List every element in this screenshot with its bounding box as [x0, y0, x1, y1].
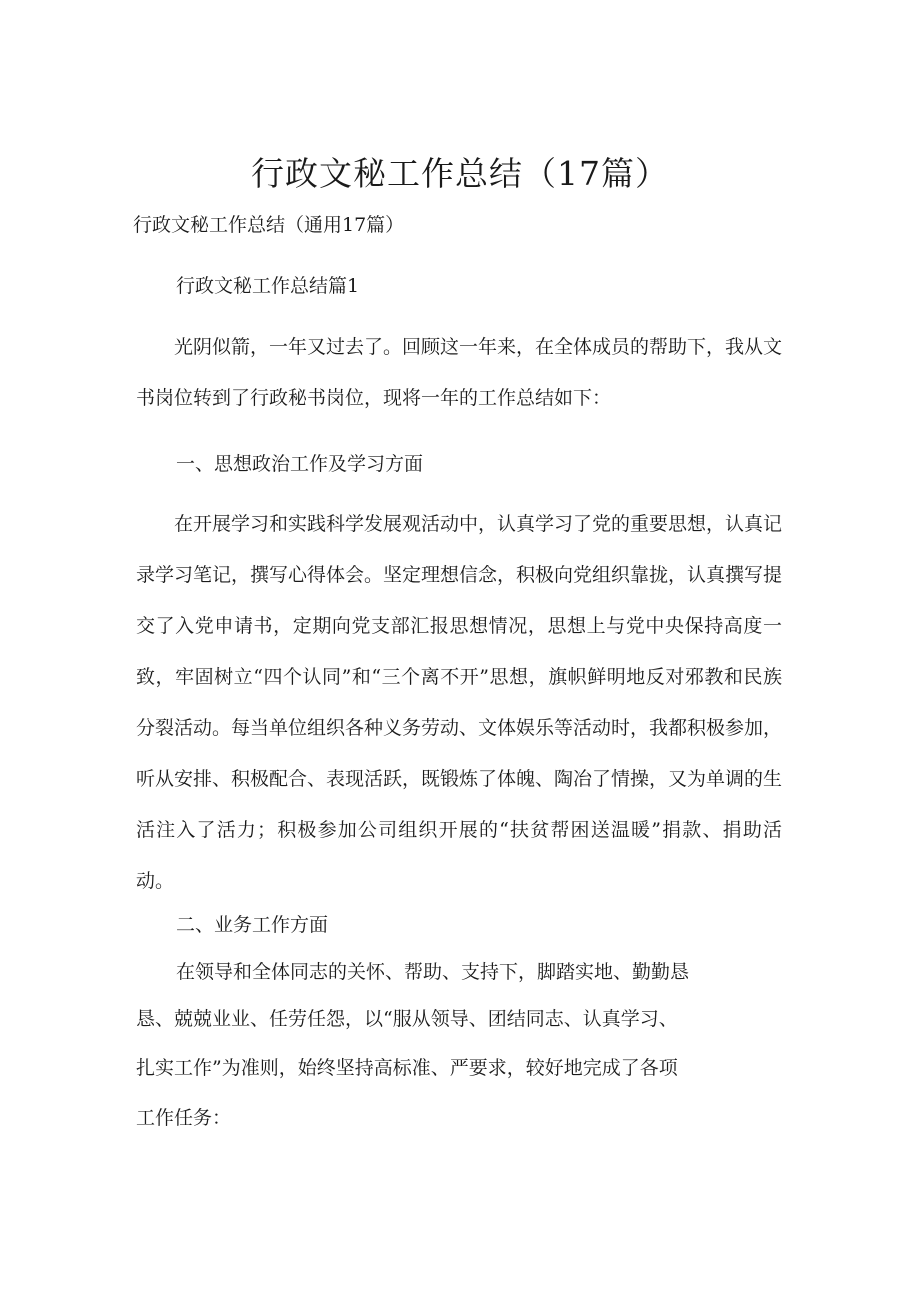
- section-heading: 行政文秘工作总结篇1: [176, 275, 360, 297]
- heading-business-work: 二、业务工作方面: [176, 914, 329, 936]
- business-paragraph-line: 扎实工作”为准则，始终坚持高标准、严要求，较好地完成了各项: [136, 1057, 678, 1079]
- political-study-paragraph: 在开展学习和实践科学发展观活动中，认真学习了党的重要思想，认真记录学习笔记，撰写心得体会。坚定理想信念，积极向党组织靠拢，认真撰写提交了入党申请书，定期向党支部汇报思想情况，思想上与党中央保持高度一致，牢固树立“四个认同”和“三个离不开”思想，旗帜鲜明地反对邪教和民族分裂活动。每当单位组织各种义务劳动、文体娱乐等活动时，我都积极参加，听从安排、积极配合、表现活跃，既锻炼了体魄、陶冶了情操，又为单调的生活注入了活力；积极参加公司组织开展的“扶贫帮困送温暖”捐款、捐助活动。: [136, 513, 783, 892]
- heading-political-study: 一、思想政治工作及学习方面: [176, 453, 424, 475]
- business-paragraph-line: 在领导和全体同志的关怀、帮助、支持下，脚踏实地、勤勤恳: [176, 961, 690, 983]
- document-subtitle: 行政文秘工作总结（通用17篇）: [133, 214, 405, 236]
- business-paragraph-line: 恳、兢兢业业、任劳任怨，以“服从领导、团结同志、认真学习、: [136, 1008, 678, 1030]
- intro-paragraph: 光阴似箭，一年又过去了。回顾这一年来，在全体成员的帮助下，我从文书岗位转到了行政秘书岗位，现将一年的工作总结如下：: [136, 336, 783, 409]
- business-paragraph-line: 工作任务：: [136, 1107, 232, 1129]
- document-title: 行政文秘工作总结（17篇）: [251, 154, 669, 193]
